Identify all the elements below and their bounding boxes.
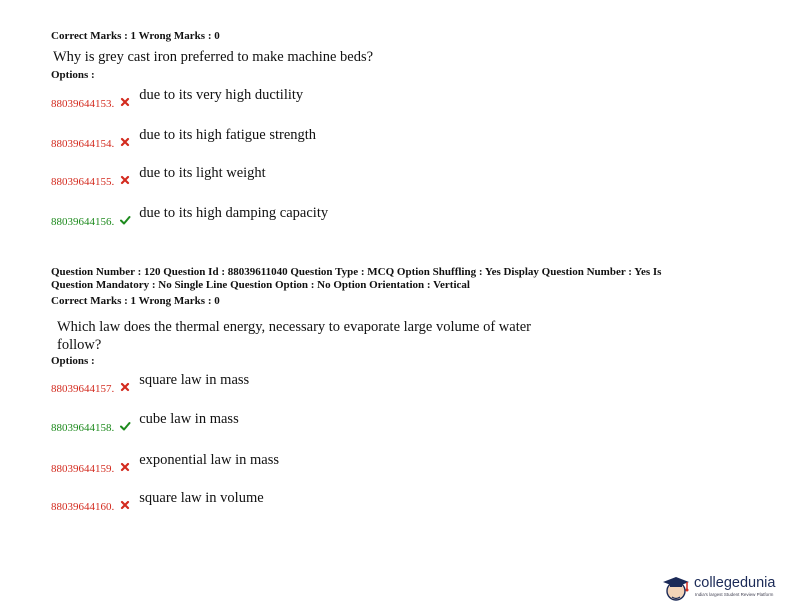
graduate-cap-icon: [660, 573, 692, 605]
option-text: due to its very high ductility: [139, 87, 304, 103]
q2-marks-line: Correct Marks : 1 Wrong Marks : 0: [51, 295, 220, 307]
option-id: 88039644159.: [51, 463, 115, 475]
cross-icon: [119, 499, 131, 511]
cross-icon: [119, 381, 131, 393]
q2-option-2: [51, 411, 239, 434]
option-id: 88039644156.: [51, 216, 115, 228]
option-text: due to its light weight: [139, 165, 266, 181]
q2-options-label: Options :: [51, 355, 95, 367]
q1-option-1: [51, 87, 304, 110]
cross-icon: [119, 461, 131, 473]
option-id: 88039644160.: [51, 501, 115, 513]
q2-meta-line-2: Question Mandatory : No Single Line Question Option : No Option Orientation : Vertical: [51, 279, 470, 291]
q1-option-3: [51, 165, 266, 188]
q2-option-3: [51, 452, 279, 475]
option-id: 88039644154.: [51, 138, 115, 150]
q1-option-4: [51, 205, 329, 228]
q2-question-line-1: Which law does the thermal energy, necessary to evaporate large volume of water: [57, 319, 532, 335]
option-id: 88039644157.: [51, 383, 115, 395]
option-id: 88039644158.: [51, 422, 115, 434]
option-text: square law in volume: [139, 490, 264, 506]
check-icon: [119, 420, 131, 432]
option-text: cube law in mass: [139, 411, 239, 427]
option-text: due to its high fatigue strength: [139, 127, 317, 143]
cross-icon: [119, 136, 131, 148]
q1-marks-line: Correct Marks : 1 Wrong Marks : 0: [51, 30, 220, 42]
q2-meta-line-1: Question Number : 120 Question Id : 88039611040 Question Type : MCQ Option Shuffling : Yes Display Question Number : Yes Is: [51, 266, 662, 278]
cross-icon: [119, 174, 131, 186]
option-id: 88039644153.: [51, 98, 115, 110]
q2-option-4: [51, 490, 264, 513]
logo-wordmark: collegedunia: [694, 575, 776, 591]
option-id: 88039644155.: [51, 176, 115, 188]
option-text: square law in mass: [139, 372, 250, 388]
q2-option-1: [51, 372, 250, 395]
q1-option-2: [51, 127, 317, 150]
option-text: exponential law in mass: [139, 452, 279, 468]
q1-question-text: Why is grey cast iron preferred to make machine beds?: [53, 49, 374, 65]
q1-options-label: Options :: [51, 69, 95, 81]
q2-question-line-2: follow?: [57, 337, 102, 353]
logo-tagline: India's largest Student Review Platform: [695, 592, 774, 597]
check-icon: [119, 214, 131, 226]
cross-icon: [119, 96, 131, 108]
option-text: due to its high damping capacity: [139, 205, 329, 221]
